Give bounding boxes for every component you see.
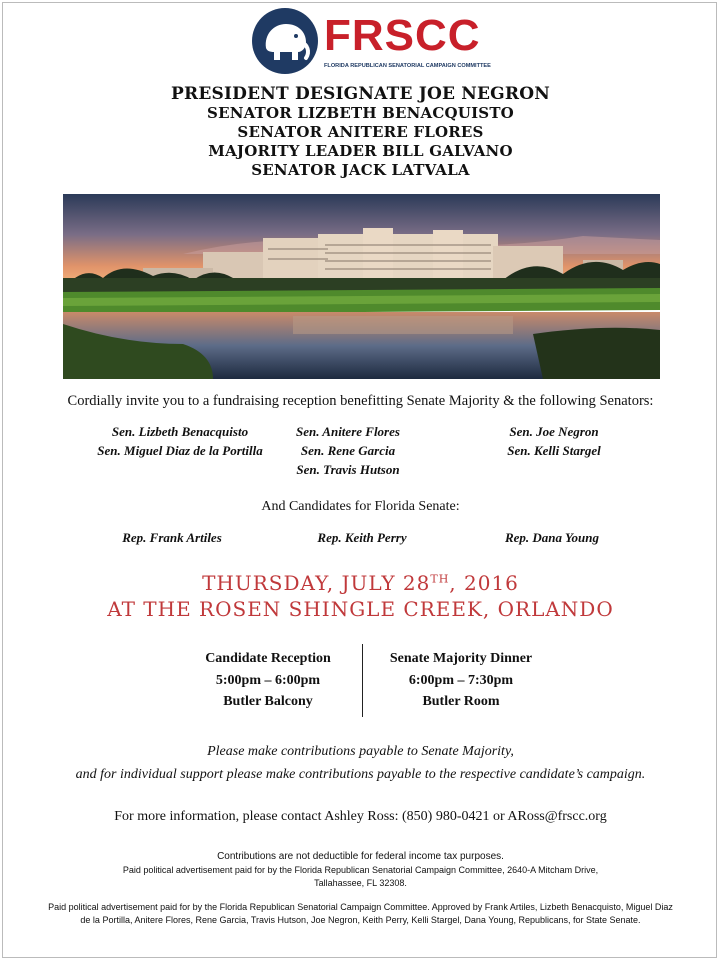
venue-photo — [63, 194, 660, 379]
approval-disclaimer-line-2: de la Portilla, Anitere Flores, Rene Garcia, Travis Hutson, Joe Negron, Keith Perry, Kelli Stargel, Dana Young, Republicans, for State Senate. — [80, 915, 641, 925]
elephant-icon — [252, 8, 318, 74]
candidate-name: Rep. Frank Artiles — [122, 530, 222, 545]
schedule-time: 5:00pm – 6:00pm — [215, 672, 321, 688]
hosts-list — [0, 84, 721, 180]
senator-name: Sen. Miguel Diaz de la Portilla — [97, 443, 263, 458]
schedule-title: Senate Majority Dinner — [389, 651, 533, 666]
host-name: SENATOR JACK LATVALA — [251, 161, 470, 179]
host-name: SENATOR ANITERE FLORES — [237, 123, 484, 141]
event-date — [0, 571, 721, 595]
paid-disclaimer-line-1: Paid political advertisement paid for by the Florida Republican Senatorial Campaign Committee, 2640-A Mitcham Drive, — [122, 865, 599, 875]
event-date-year: , 2016 — [449, 571, 519, 595]
brand-subtitle: FLORIDA REPUBLICAN SENATORIAL CAMPAIGN COMMITTEE — [324, 63, 491, 69]
contribution-note-1: Please make contributions payable to Senate Majority, — [207, 744, 514, 759]
senator-name: Sen. Rene Garcia — [300, 443, 396, 458]
senator-name: Sen. Travis Hutson — [296, 462, 400, 477]
event-date-main: THURSDAY, JULY 28 — [202, 571, 431, 595]
event-date-ordinal: TH — [430, 572, 450, 586]
schedule-divider — [362, 644, 363, 717]
tax-disclaimer: Contributions are not deductible for federal income tax purposes. — [217, 851, 504, 862]
invitation-text: Cordially invite you to a fundraising reception benefitting Senate Majority & the following Senators: — [67, 393, 654, 409]
host-name: PRESIDENT DESIGNATE JOE NEGRON — [171, 84, 550, 104]
contribution-note-2: and for individual support please make contributions payable to the respective candidate’s campaign. — [75, 767, 646, 782]
schedule-place: Butler Room — [422, 694, 500, 709]
senator-name: Sen. Joe Negron — [509, 424, 599, 439]
contact-info: For more information, please contact Ashley Ross: (850) 980-0421 or ARoss@frscc.org — [114, 809, 607, 824]
candidate-name: Rep. Dana Young — [504, 530, 600, 545]
host-name: MAJORITY LEADER BILL GALVANO — [208, 142, 513, 160]
candidates-heading: And Candidates for Florida Senate: — [261, 499, 460, 514]
host-name: SENATOR LIZBETH BENACQUISTO — [207, 104, 514, 122]
senators-column-1 — [70, 422, 290, 460]
schedule-left — [168, 648, 368, 713]
schedule-time: 6:00pm – 7:30pm — [408, 672, 514, 688]
schedule-title: Candidate Reception — [205, 651, 331, 666]
paid-disclaimer-line-2: Tallahassee, FL 32308. — [314, 878, 407, 888]
senators-column-2 — [270, 422, 426, 479]
event-location: AT THE ROSEN SHINGLE CREEK, ORLANDO — [107, 597, 614, 621]
senators-column-3 — [476, 422, 632, 460]
schedule-right — [366, 648, 556, 713]
frscc-logo — [252, 8, 491, 80]
senator-name: Sen. Kelli Stargel — [507, 443, 601, 458]
brand-name: FRSCC — [324, 11, 481, 60]
schedule-place: Butler Balcony — [223, 694, 313, 709]
approval-disclaimer-line-1: Paid political advertisement paid for by the Florida Republican Senatorial Campaign Committee. Approved by Frank Artiles, Lizbeth Benacquisto, Miguel Diaz — [48, 902, 673, 912]
senator-name: Sen. Anitere Flores — [296, 424, 400, 439]
senator-name: Sen. Lizbeth Benacquisto — [111, 424, 249, 439]
candidate-name: Rep. Keith Perry — [317, 530, 407, 545]
